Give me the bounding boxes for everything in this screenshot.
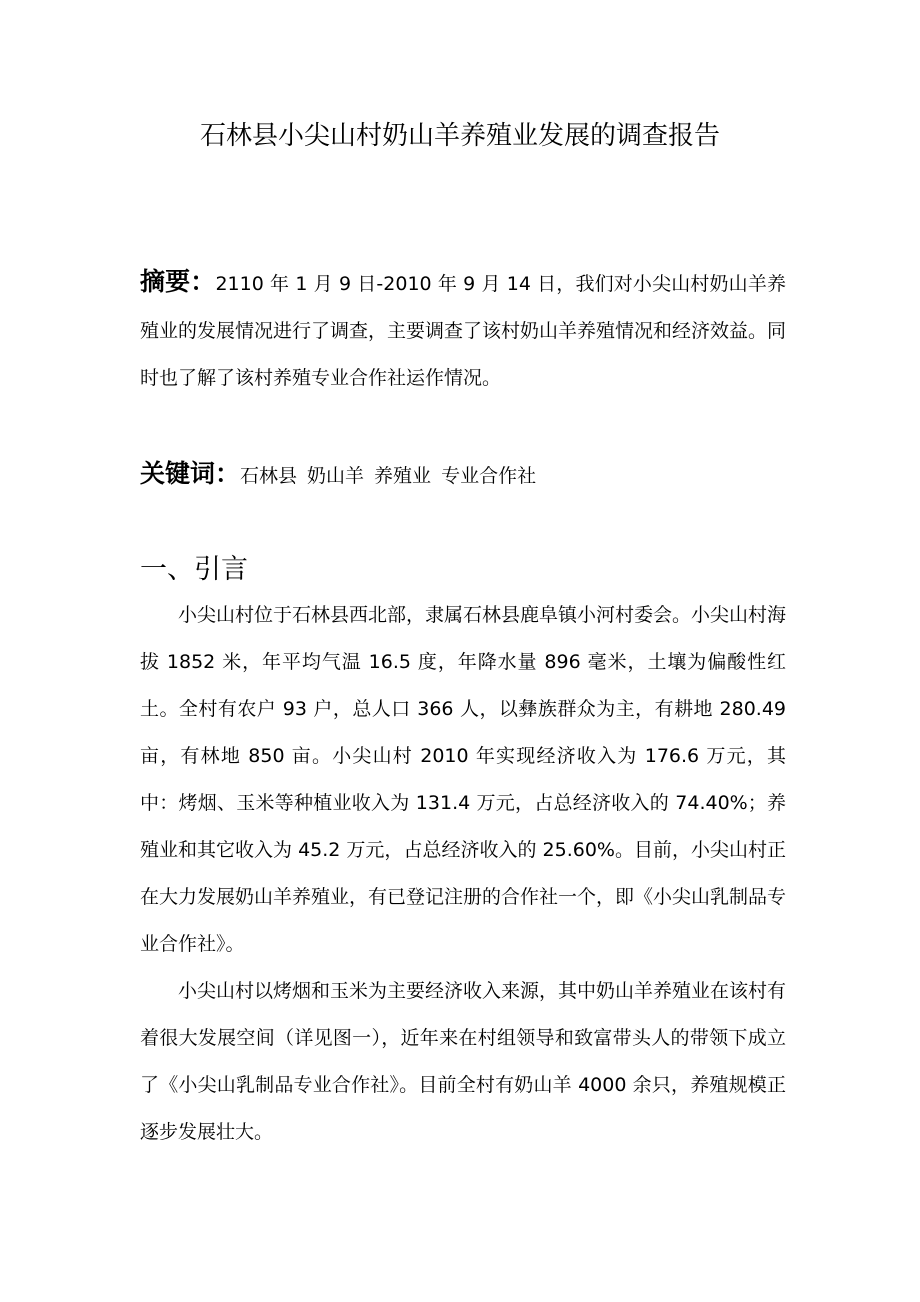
- keyword: 专业合作社: [441, 465, 537, 487]
- abstract-text: 2110 年 1 月 9 日-2010 年 9 月 14 日，我们对小尖山村奶山羊养殖业的发展情况进行了调查，主要调查了该村奶山羊养殖情况和经济效益。同时也了解了该村养殖专业合作社运作情况。: [140, 273, 787, 389]
- abstract: [140, 258, 786, 402]
- section-body: [140, 592, 786, 1156]
- abstract-label: 摘要：: [140, 267, 216, 296]
- keywords-label: 关键词：: [140, 459, 241, 488]
- keywords: [140, 450, 786, 500]
- paragraph: 小尖山村位于石林县西北部，隶属石林县鹿阜镇小河村委会。小尖山村海拔 1852 米，年平均气温 16.5 度，年降水量 896 毫米，土壤为偏酸性红土。全村有农户 93 户，总人口 366 人，以彝族群众为主，有耕地 280.49 亩，有林地 850 亩。小尖山村 2010 年实现经济收入为 176.6 万元，其中：烤烟、玉米等种植业收入为 131.4 万元，占总经济收入的 74.40%；养殖业和其它收入为 45.2 万元，占总经济收入的 25.60%。目前，小尖山村正在大力发展奶山羊养殖业，有已登记注册的合作社一个，即《小尖山乳制品专业合作社》。: [140, 604, 787, 955]
- section-heading-introduction: 一、引言: [140, 554, 248, 585]
- paragraph: 小尖山村以烤烟和玉米为主要经济收入来源，其中奶山羊养殖业在该村有着很大发展空间（详见图一），近年来在村组领导和致富带头人的带领下成立了《小尖山乳制品专业合作社》。目前全村有奶山羊 4000 余只，养殖规模正逐步发展壮大。: [140, 980, 787, 1143]
- document-title: 石林县小尖山村奶山羊养殖业发展的调查报告: [199, 121, 720, 151]
- keyword: 养殖业: [374, 465, 432, 487]
- keyword: 石林县: [240, 465, 298, 487]
- keyword: 奶山羊: [307, 465, 365, 487]
